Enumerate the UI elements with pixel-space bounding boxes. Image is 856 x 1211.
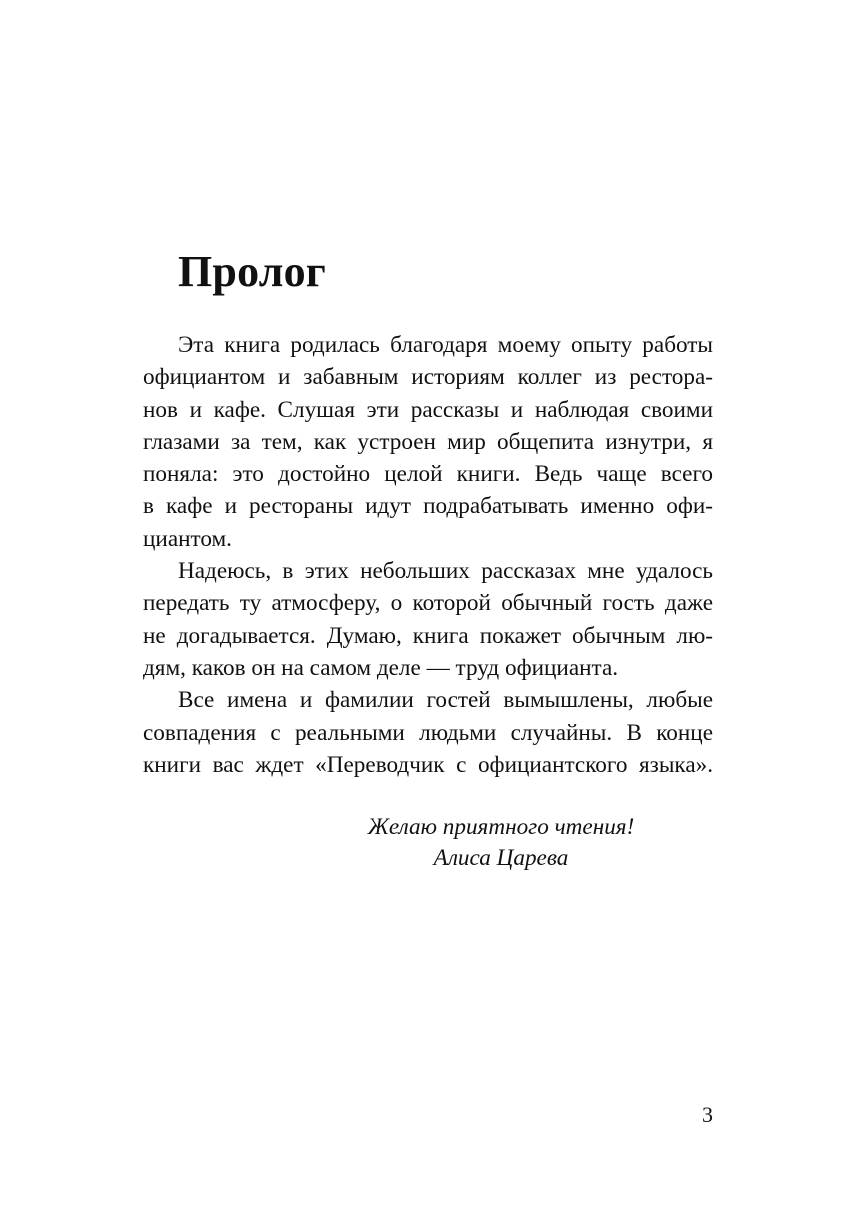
text-line: не догадывается. Думаю, книга покажет обычным лю- [143,622,713,649]
page-number: 3 [702,1102,713,1127]
paragraph [143,329,713,555]
closing-wish: Желаю приятного чтения! [367,814,635,840]
text-line: Эта книга родилась благодаря моему опыту работы [178,332,713,358]
author-name: Алиса Царева [433,845,569,871]
chapter-body [143,329,713,781]
text-line: передать ту атмосферу, о которой обычный гость даже [143,590,713,617]
paragraph [143,555,713,684]
text-line: в кафе и рестораны идут подрабатывать именно офи- [143,493,713,520]
text-line: официантом и забавным историям коллег из рестора- [143,364,713,391]
paragraph [143,684,713,781]
text-line: глазами за тем, как устроен мир общепита изнутри, я [143,428,713,455]
text-line: совпадения с реальными людьми случайны. В конце [143,719,713,746]
text-line: дям, каков он на самом деле — труд официанта. [143,654,619,681]
signature-block [340,812,662,874]
text-line: Все имена и фамилии гостей вымышлены, любые [178,687,713,714]
text-line: нов и кафе. Слушая эти рассказы и наблюдая своими [143,396,713,423]
text-line: Надеюсь, в этих небольших рассказах мне удалось [178,558,713,585]
text-line: поняла: это достойно целой книги. Ведь чаще всего [143,461,713,488]
chapter-title: Пролог [178,247,326,296]
text-line: циантом. [143,525,232,552]
text-line: книги вас ждет «Переводчик с официантского языка». [143,751,713,778]
